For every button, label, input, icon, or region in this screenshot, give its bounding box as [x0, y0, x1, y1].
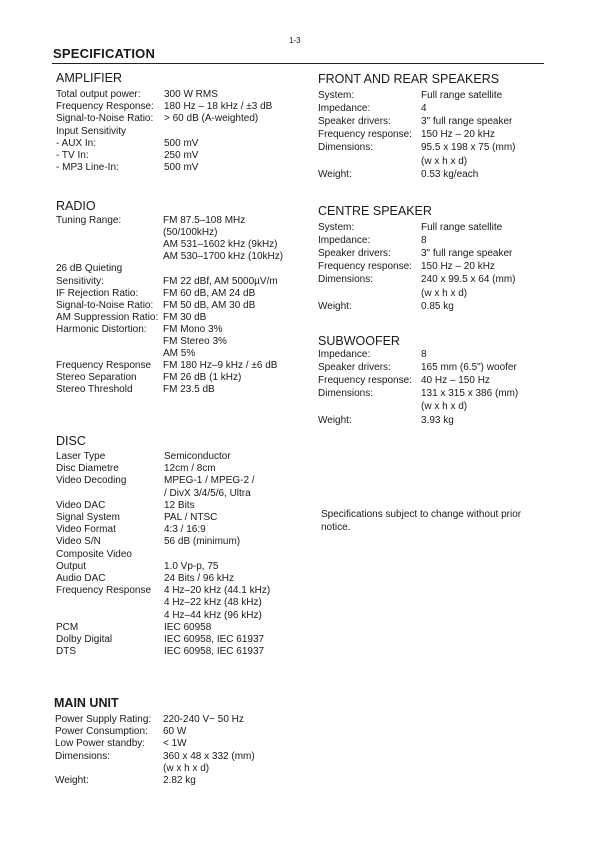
spec-label: Stereo Threshold — [56, 384, 133, 396]
spec-label: Input Sensitivity — [56, 125, 127, 137]
spec-value: FM 180 Hz–9 kHz / ±6 dB — [163, 360, 278, 372]
spec-value: AM 531–1602 kHz (9kHz) — [163, 239, 278, 251]
spec-label: Low Power standby: — [55, 738, 146, 750]
spec-label: Frequency response: — [318, 261, 412, 273]
spec-label: - TV In: — [56, 150, 89, 161]
spec-value: FM 23.5 dB — [163, 384, 215, 396]
spec-value: > 60 dB (A-weighted) — [164, 113, 259, 125]
spec-value: FM 87.5–108 MHz — [163, 215, 246, 226]
spec-value: 150 Hz – 20 kHz — [421, 261, 495, 273]
spec-label: System: — [318, 90, 355, 101]
spec-label: Frequency Response: — [56, 101, 154, 113]
spec-label: Disc Diametre — [56, 463, 119, 475]
spec-value: FM Mono 3% — [163, 323, 223, 335]
spec-value: 220-240 V~ 50 Hz — [163, 714, 244, 725]
spec-label: Speaker drivers: — [318, 116, 391, 128]
spec-value: 95.5 x 198 x 75 (mm) — [421, 142, 516, 154]
spec-value: 4 Hz–22 kHz (48 kHz) — [164, 597, 262, 609]
spec-value: 165 mm (6.5") woofer — [421, 362, 517, 374]
spec-value: FM 30 dB — [163, 311, 207, 323]
spec-label: Signal System — [56, 512, 120, 523]
spec-label: AM Suppression Ratio: — [56, 311, 159, 323]
spec-value: PAL / NTSC — [164, 512, 218, 523]
spec-value: 300 W RMS — [164, 89, 218, 100]
spec-label: Frequency response: — [318, 129, 412, 141]
spec-label: Frequency Response — [56, 360, 152, 372]
spec-value: FM 50 dB, AM 30 dB — [163, 299, 256, 311]
spec-label: Video Decoding — [56, 475, 127, 487]
spec-label: Laser Type — [56, 451, 106, 462]
spec-label: Dimensions: — [318, 274, 374, 286]
spec-label: Composite Video — [56, 548, 132, 560]
amplifier-heading: AMPLIFIER — [56, 71, 122, 85]
disclaimer-note: Specifications subject to change without prior notice. — [321, 509, 522, 533]
spec-value: AM 530–1700 kHz (10kHz) — [163, 251, 284, 263]
spec-label: Total output power: — [56, 89, 141, 100]
spec-value: 8 — [421, 235, 427, 247]
spec-value: 4 — [421, 103, 427, 115]
spec-label: Signal-to-Noise Ratio: — [56, 113, 154, 125]
spec-value: 4 Hz–20 kHz (44.1 kHz) — [164, 585, 271, 597]
spec-label: Impedance: — [318, 103, 371, 115]
spec-value: < 1W — [163, 738, 187, 750]
spec-label: Signal-to-Noise Ratio: — [56, 299, 154, 311]
spec-value: 500 mV — [164, 137, 199, 149]
spec-value: Full range satellite — [421, 90, 503, 101]
spec-value: (w x h x d) — [421, 155, 468, 167]
spec-label: - MP3 Line-In: — [56, 162, 119, 174]
spec-value: 3" full range speaker — [421, 248, 513, 260]
spec-label: 26 dB Quieting — [56, 263, 123, 275]
spec-label: Weight: — [318, 414, 352, 426]
subwoofer-heading: SUBWOOFER — [318, 334, 400, 348]
spec-value: Semiconductor — [164, 451, 231, 462]
spec-value: (w x h x d) — [421, 401, 468, 413]
spec-value: 3" full range speaker — [421, 116, 513, 128]
spec-label: Speaker drivers: — [318, 248, 391, 260]
disc-heading: DISC — [56, 434, 86, 448]
spec-label: Impedance: — [318, 235, 371, 247]
spec-label: Audio DAC — [56, 573, 106, 584]
spec-label: Stereo Separation — [56, 372, 137, 384]
spec-label: - AUX In: — [56, 137, 97, 149]
spec-label: Power Supply Rating: — [55, 714, 152, 725]
centre-heading: CENTRE SPEAKER — [318, 204, 432, 218]
spec-label: Frequency response: — [318, 375, 412, 387]
radio-heading: RADIO — [56, 199, 96, 213]
main-unit-heading: MAIN UNIT — [54, 696, 119, 710]
spec-label: Sensitivity: — [56, 275, 104, 287]
spec-value: FM Stereo 3% — [163, 336, 227, 347]
spec-value: IEC 60958 — [164, 621, 212, 633]
spec-value: 0.53 kg/each — [421, 168, 479, 180]
spec-label: Tuning Range: — [56, 215, 122, 226]
spec-value: 1.0 Vp-p, 75 — [164, 560, 219, 572]
spec-value: FM 60 dB, AM 24 dB — [163, 287, 256, 299]
spec-value: 131 x 315 x 386 (mm) — [421, 388, 519, 400]
spec-value: 60 W — [163, 726, 187, 738]
spec-label: Video Format — [56, 524, 116, 536]
spec-label: Weight: — [318, 300, 352, 312]
spec-value: IEC 60958, IEC 61937 — [164, 646, 265, 658]
spec-label: Output — [56, 560, 87, 572]
spec-value: 4:3 / 16:9 — [164, 524, 206, 536]
spec-label: Power Consumption: — [55, 726, 148, 738]
spec-label: Weight: — [55, 775, 89, 786]
spec-label: Harmonic Distortion: — [56, 323, 147, 335]
spec-value: 24 Bits / 96 kHz — [164, 573, 235, 584]
spec-value: 12cm / 8cm — [164, 463, 216, 475]
spec-value: 3.93 kg — [421, 414, 454, 426]
spec-value: / DivX 3/4/5/6, Ultra — [164, 487, 251, 499]
spec-label: Dimensions: — [55, 750, 111, 762]
page-title: SPECIFICATION — [53, 46, 156, 61]
front-rear-heading: FRONT AND REAR SPEAKERS — [318, 72, 500, 86]
spec-value: 0.85 kg — [421, 300, 454, 312]
spec-label: Dimensions: — [318, 142, 374, 154]
spec-value: 4 Hz–44 kHz (96 kHz) — [164, 609, 262, 621]
spec-label: System: — [318, 222, 355, 233]
spec-value: FM 22 dBf, AM 5000µV/m — [163, 275, 278, 287]
page-number: 1-3 — [289, 36, 301, 45]
spec-label: Dimensions: — [318, 388, 374, 400]
spec-label: Dolby Digital — [56, 634, 113, 645]
spec-value: MPEG-1 / MPEG-2 / — [164, 475, 255, 487]
spec-value: 8 — [421, 349, 427, 360]
spec-value: 2.82 kg — [163, 775, 196, 786]
spec-label: Weight: — [318, 168, 352, 180]
spec-value: (w x h x d) — [421, 287, 468, 299]
spec-value: 240 x 99.5 x 64 (mm) — [421, 274, 516, 286]
spec-value: (w x h x d) — [163, 762, 210, 774]
spec-label: Speaker drivers: — [318, 362, 391, 374]
spec-label: Video DAC — [56, 499, 106, 511]
title-rule — [52, 63, 544, 64]
spec-value: 12 Bits — [164, 499, 195, 511]
spec-label: PCM — [56, 621, 79, 633]
spec-value: 500 mV — [164, 162, 199, 174]
spec-label: Video S/N — [56, 536, 101, 548]
spec-value: Full range satellite — [421, 222, 503, 233]
spec-value: 360 x 48 x 332 (mm) — [163, 750, 255, 762]
spec-value: FM 26 dB (1 kHz) — [163, 372, 242, 384]
spec-label: DTS — [56, 646, 76, 658]
spec-value: 56 dB (minimum) — [164, 536, 241, 548]
spec-value: IEC 60958, IEC 61937 — [164, 634, 265, 645]
spec-label: Frequency Response — [56, 585, 152, 597]
spec-label: IF Rejection Ratio: — [56, 287, 139, 299]
spec-value: 250 mV — [164, 150, 199, 161]
spec-label: Impedance: — [318, 349, 371, 360]
spec-value: 180 Hz – 18 kHz / ±3 dB — [164, 101, 273, 113]
spec-value: AM 5% — [163, 348, 196, 360]
spec-value: (50/100kHz) — [163, 227, 218, 239]
spec-value: 40 Hz – 150 Hz — [421, 375, 490, 387]
spec-value: 150 Hz – 20 kHz — [421, 129, 495, 141]
